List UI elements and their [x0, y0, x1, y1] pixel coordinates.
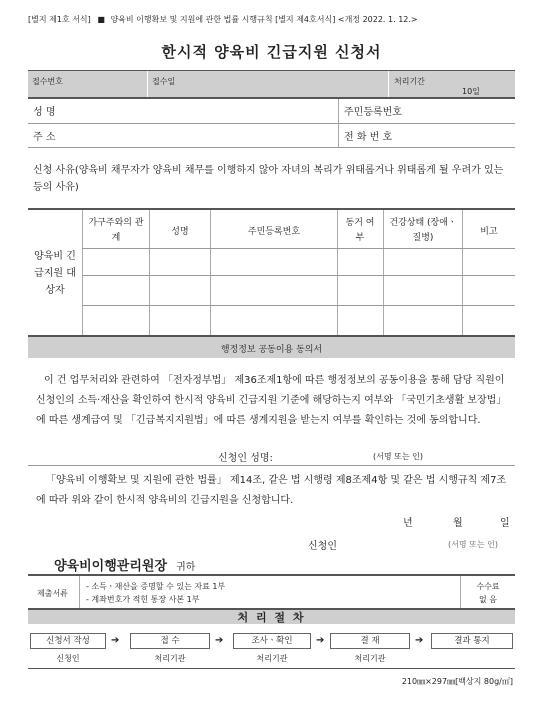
declaration-signature-hint: (서명 또는 인) — [448, 540, 498, 549]
consent-signature-label: 신청인 성명: — [218, 453, 273, 464]
receipt-row — [28, 71, 515, 97]
receipt-date-label: 접수일 — [152, 77, 176, 86]
arrow-right-icon: ➔ — [215, 635, 224, 646]
col-remarks: 비고 — [480, 227, 498, 237]
addressee — [54, 555, 195, 574]
procedure-actor-1: 신청인 — [56, 654, 80, 663]
name-label: 성 명 — [33, 107, 56, 118]
declaration-day: 일 — [500, 518, 510, 529]
consent-signature-hint: (서명 또는 인) — [373, 452, 423, 461]
procedure-step-notify: 결과 통지 — [431, 633, 513, 649]
phone-label: 전 화 번 호 — [344, 132, 393, 143]
consent-title: 행정정보 공동이용 동의서 — [220, 345, 323, 355]
col-name: 성명 — [171, 227, 189, 237]
page-title: 한시적 양육비 긴급지원 신청서 — [161, 43, 382, 61]
procedure-step-apply: 신청서 작성 — [30, 633, 106, 649]
receipt-number-label: 접수번호 — [32, 77, 63, 86]
procedure-step-receive: 접 수 — [130, 633, 210, 649]
paper-spec: 210㎜×297㎜[백상지 80g/㎡] — [401, 677, 513, 686]
declaration-applicant-label: 신청인 — [308, 541, 337, 552]
consent-body: 이 건 업무처리와 관련하여 「전자정부법」 제36조제1항에 따른 행정정보의 공동이용을 통해 담당 직원이 신청인의 소득·재산을 확인하여 한시적 양육비 긴급지원 기준에 해당하는지 여부와 「국민기초생활 보장법」에 따른 생계급여 및 「긴급복지지원법」에 따른 생계지원을 받는지 여부를 확인하는 것에 동의합니다. — [36, 375, 507, 426]
col-health: 건강상태 (장애ㆍ질병) — [389, 218, 457, 243]
submission-item-1: - 소득ㆍ재산을 증명할 수 있는 자료 1부 — [86, 582, 226, 591]
target-row-header: 양육비 긴급지원 대상자 — [34, 251, 76, 296]
target-table — [28, 210, 515, 335]
addressee-name: 양육비이행관리원장 — [54, 559, 168, 574]
processing-period-value: 10일 — [462, 87, 480, 96]
procedure-step-investigate: 조사ㆍ확인 — [233, 633, 311, 649]
procedure-actor-2: 처리기관 — [154, 654, 186, 663]
col-relation: 가구주와의 관계 — [88, 218, 144, 243]
procedure-title: 처 리 절 차 — [237, 611, 306, 624]
form-header — [28, 14, 418, 25]
form-number: [별지 제1호 서식] — [28, 15, 91, 24]
processing-period-label: 처리기간 — [394, 77, 425, 86]
fee-value: 없 음 — [479, 595, 497, 604]
fee-label: 수수료 — [476, 582, 500, 591]
procedure-step-approve: 결 재 — [330, 633, 410, 649]
declaration-month: 월 — [453, 518, 463, 529]
declaration-year: 년 — [403, 518, 413, 529]
arrow-right-icon: ➔ — [316, 635, 325, 646]
submission-item-2: - 계좌번호가 적힌 통장 사본 1부 — [86, 595, 200, 604]
bullet-icon: ■ — [97, 15, 105, 24]
col-cohabitation: 동거 여부 — [345, 218, 375, 243]
rrn-label: 주민등록번호 — [344, 107, 402, 118]
submission-label: 제출서류 — [37, 589, 68, 598]
declaration-body: 「양육비 이행확보 및 지원에 관한 법률」 제14조, 같은 법 시행령 제8조제4항 및 같은 법 시행규칙 제7조에 따라 위와 같이 한시적 양육비의 긴급지원을 신청합니다. — [36, 475, 507, 506]
procedure-actor-4: 처리기관 — [354, 654, 386, 663]
procedure-actor-3: 처리기관 — [256, 654, 288, 663]
regulation-text: 양육비 이행확보 및 지원에 관한 법률 시행규칙 [별지 제4호서식] <개정 2022. 1. 12.> — [110, 15, 418, 24]
col-rrn: 주민등록번호 — [247, 227, 301, 237]
addressee-suffix: 귀하 — [176, 562, 196, 573]
arrow-right-icon: ➔ — [415, 635, 424, 646]
address-label: 주 소 — [33, 132, 56, 143]
arrow-right-icon: ➔ — [111, 635, 120, 646]
reason-label: 신청 사유(양육비 채무자가 양육비 채무를 이행하지 않아 자녀의 복리가 위태롭거나 위태롭게 될 우려가 있는 등의 사유) — [33, 165, 504, 193]
